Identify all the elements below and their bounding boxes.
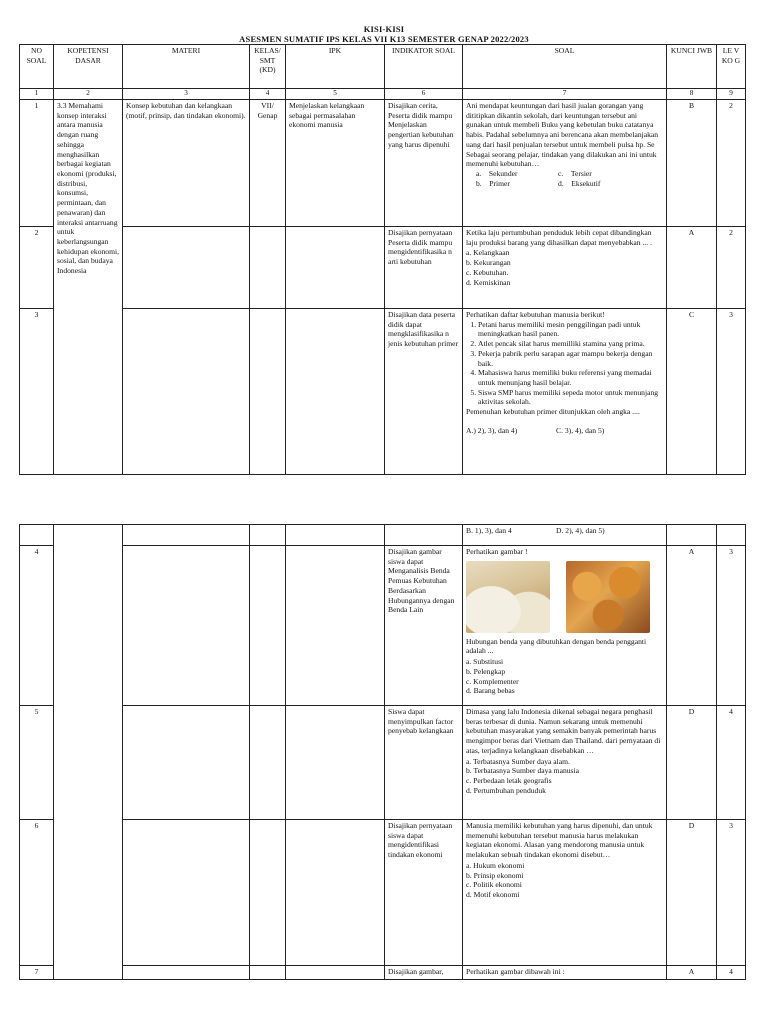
kelas-cell (250, 308, 286, 474)
option-c: c. Kebutuhan. (466, 267, 509, 277)
indikator-cell: Disajikan gambar, (385, 966, 463, 980)
soal-cell (463, 99, 667, 226)
kisi-table-page-2 (19, 524, 746, 980)
option-b: b. Terbatasnya Sumber daya manusia (466, 766, 579, 776)
cognitive-level: 4 (717, 966, 746, 980)
table-row (20, 308, 746, 474)
cognitive-level: 2 (717, 99, 746, 226)
indikator-cell: Disajikan gambar siswa dapat Menganalisis Benda Pemuas Kebutuhan Berdasarkan Hubungannya dengan Benda Lain (385, 546, 463, 706)
ipk-cell (286, 226, 385, 308)
corn-image (566, 561, 650, 633)
header-no: NO SOAL (20, 45, 54, 89)
question-number: 3 (20, 308, 54, 474)
needs-list (466, 320, 663, 407)
option-b: B. 1), 3), dan 4 (466, 526, 512, 535)
header-kd: KOPETENSI DASAR (54, 45, 123, 89)
indikator-cell: Disajikan pernyataan Peserta didik mampu mengidentifikasika n arti kebutuhan (385, 226, 463, 308)
answer-key: D (667, 706, 717, 820)
option-c: C. 3), 4), dan 5) (556, 425, 605, 435)
col-number: 4 (250, 89, 286, 100)
ipk-cell (286, 706, 385, 820)
header-soal: SOAL (463, 45, 667, 89)
question-intro: Perhatikan gambar ! (466, 547, 528, 556)
header-kunci: KUNCI JWB (667, 45, 717, 89)
question-number: 7 (20, 966, 54, 980)
kisi-table-page-1 (19, 44, 746, 475)
option-c: c. Komplementer (466, 676, 519, 686)
question-text: Hubungan benda yang dibutuhkan dengan benda pengganti adalah ... (466, 636, 647, 656)
table-row (20, 820, 746, 966)
doc-subtitle: ASESMEN SUMATIF IPS KELAS VII K13 SEMESTER GENAP 2022/2023 (239, 34, 529, 44)
table-row (20, 99, 746, 226)
soal-cell (463, 226, 667, 308)
option-d: d. Kemiskinan (466, 277, 511, 287)
option-c: c. Tersier (558, 168, 592, 178)
materi-cell (123, 226, 250, 308)
kelas-cell (250, 820, 286, 966)
table-row (20, 525, 746, 546)
cognitive-level: 2 (717, 226, 746, 308)
table-row (20, 546, 746, 706)
list-item: 2. Atlet pencak silat harus memilliki stamina yang prima. (478, 339, 663, 349)
ipk-cell (286, 820, 385, 966)
list-item: 4. Mahasiswa harus memiliki buku referensi yang memadai untuk menunjang hasil belajar. (478, 368, 663, 387)
question-number: 5 (20, 706, 54, 820)
ipk-cell (286, 546, 385, 706)
materi-cell (123, 966, 250, 980)
table-row (20, 966, 746, 980)
table-row (20, 226, 746, 308)
col-number: 1 (20, 89, 54, 100)
materi-cell (123, 308, 250, 474)
option-d: d. Motif ekonomi (466, 890, 520, 900)
question-text: Ketika laju pertumbuhan penduduk lebih cepat dibandingkan laju produksi barang yang dihasilkan dapat menyebabkan ... . (466, 227, 652, 247)
question-number: 1 (20, 99, 54, 226)
list-item: 3. Pekerja pabrik perlu sarapan agar mampu bekerja dengan baik. (478, 349, 663, 368)
kelas-cell (250, 546, 286, 706)
header-ipk: IPK (286, 45, 385, 89)
col-number: 6 (385, 89, 463, 100)
kelas-cell: VII/ Genap (250, 99, 286, 226)
header-level: LE V KO G (717, 45, 746, 89)
materi-cell (123, 820, 250, 966)
option-a: a. Sekunder (476, 168, 518, 178)
list-item: 1. Petani harus memiliki mesin penggilingan padi untuk meningkatkan hasil panen. (478, 320, 663, 339)
option-a: a. Kelangkaan (466, 248, 510, 258)
header-indikator: INDIKATOR SOAL (385, 45, 463, 89)
soal-cell (463, 820, 667, 966)
cognitive-level: 3 (717, 820, 746, 966)
answer-key: C (667, 308, 717, 474)
ipk-cell (286, 966, 385, 980)
answer-key: D (667, 820, 717, 966)
header-materi: MATERI (123, 45, 250, 89)
ipk-cell (286, 308, 385, 474)
option-b: b. Prinsip ekonomi (466, 870, 524, 880)
materi-cell: Konsep kebutuhan dan kelangkaan (motif, prinsip, dan tindakan ekonomi). (123, 99, 250, 226)
answer-key: A (667, 546, 717, 706)
materi-cell (123, 706, 250, 820)
cognitive-level: 3 (717, 308, 746, 474)
materi-cell (123, 546, 250, 706)
option-d: D. 2), 4), dan 5) (556, 526, 605, 535)
option-d: d. Barang bebas (466, 686, 515, 696)
table-row (20, 706, 746, 820)
cognitive-level: 4 (717, 706, 746, 820)
option-c: c. Politik ekonomi (466, 880, 522, 890)
soal-cell (463, 546, 667, 706)
kelas-cell (250, 966, 286, 980)
indikator-cell: Siswa dapat menyimpulkan factor penyebab kelangkaan (385, 706, 463, 820)
col-number: 9 (717, 89, 746, 100)
question-number: 6 (20, 820, 54, 966)
soal-cell (463, 308, 667, 474)
indikator-cell: Disajikan cerita, Peserta didik mampu Menjelaskan pengertian kebutuhan yang harus dipenuhi (385, 99, 463, 226)
ipk-cell: Menjelaskan kelangkaan sebagai permasalahan ekonomi manusia (286, 99, 385, 226)
option-a: A.) 2), 3), dan 4) (466, 425, 518, 435)
soal-cell (463, 525, 667, 546)
doc-title: KISI-KISI (363, 24, 405, 34)
option-a: a. Hukum ekonomi (466, 860, 525, 870)
col-number: 2 (54, 89, 123, 100)
col-number: 8 (667, 89, 717, 100)
indikator-cell: Disajikan data peserta didik dapat mengklasifikasika n jenis kebutuhan primer (385, 308, 463, 474)
question-text: Manusia memiliki kebutuhan yang harus dipenuhi, dan untuk memenuhi kebutuhan tersebut manusia harus melakukan kegiatan ekonomi. Alasan yang mendorong manusia untuk melakukan sebuah tindakan ekonomi disebut… (466, 821, 653, 860)
option-b: b. Kekurangan (466, 258, 511, 268)
indikator-cell: Disajikan pernyataan siswa dapat mengidentifikasi tindakan ekonomi (385, 820, 463, 966)
soal-cell (463, 706, 667, 820)
option-b: b. Primer (476, 178, 510, 188)
option-b: b. Pelengkap (466, 666, 506, 676)
answer-key: B (667, 99, 717, 226)
option-c: c. Perbedaan letak geografis (466, 776, 552, 786)
kelas-cell (250, 226, 286, 308)
cognitive-level: 3 (717, 546, 746, 706)
option-a: a. Substitusi (466, 657, 504, 667)
question-text: Pemenuhan kebutuhan primer ditunjukkan oleh angka .... (466, 407, 640, 417)
question-number: 2 (20, 226, 54, 308)
rice-image (466, 561, 550, 633)
soal-cell: Perhatikan gambar dibawah ini : (463, 966, 667, 980)
col-number: 5 (286, 89, 385, 100)
option-a: a. Terbatasnya Sumber daya alam. (466, 756, 570, 766)
question-text: Dimasa yang lalu Indonesia dikenal sebagai negara penghasil beras terbesar di dunia. Namun sekarang untuk memenuhi kebutuhan masyarakat yang semakin banyak pemerintah harus mengimpor beras dari Vietnam dan Thailand. dari pernyataan di atas, terjadinya kelangkaan disebabkan … (466, 707, 661, 755)
option-d: d. Pertumbuhan penduduk (466, 785, 546, 795)
kompetensi-dasar: 3.3 Memahami konsep interaksi antara manusia dengan ruang sehingga menghasilkan berbagai kegiatan ekonomi (produksi, distribusi, konsumsi, permintaan, dan penawaran) dan interaksi antarruang untuk keberlangsungan kehidupan ekonomi, sosial, dan budaya Indonesia (54, 99, 123, 474)
kelas-cell (250, 706, 286, 820)
question-number: 4 (20, 546, 54, 706)
answer-key: A (667, 226, 717, 308)
list-item: 5. Siswa SMP harus memiliki sepeda motor untuk menunjang aktivitas sekolah. (478, 388, 663, 407)
header-kelas: KELAS/ SMT (KD) (250, 45, 286, 89)
question-text: Ani mendapat keuntungan dari hasil jualan gorangan yang dititipkan dikantin sekolah, dari keuntungan tersebut ani gunakan untuk membeli Buku yang kebetulan buku catatanya habis. Padahal sebelumnya ani berencana akan membelanjakan uang dari hasil penjualan tersebut untuk membeli pulsa hp. Se Sebagai seorang pelajar, tindakan yang dilakukan ani ini untuk memenuhi kebutuhan… (466, 100, 659, 169)
option-d: d. Eksekutif (558, 178, 601, 188)
col-number: 7 (463, 89, 667, 100)
answer-key: A (667, 966, 717, 980)
question-intro: Perhatikan daftar kebutuhan manusia berikut! (466, 309, 605, 319)
col-number: 3 (123, 89, 250, 100)
kompetensi-dasar-continued (54, 525, 123, 980)
